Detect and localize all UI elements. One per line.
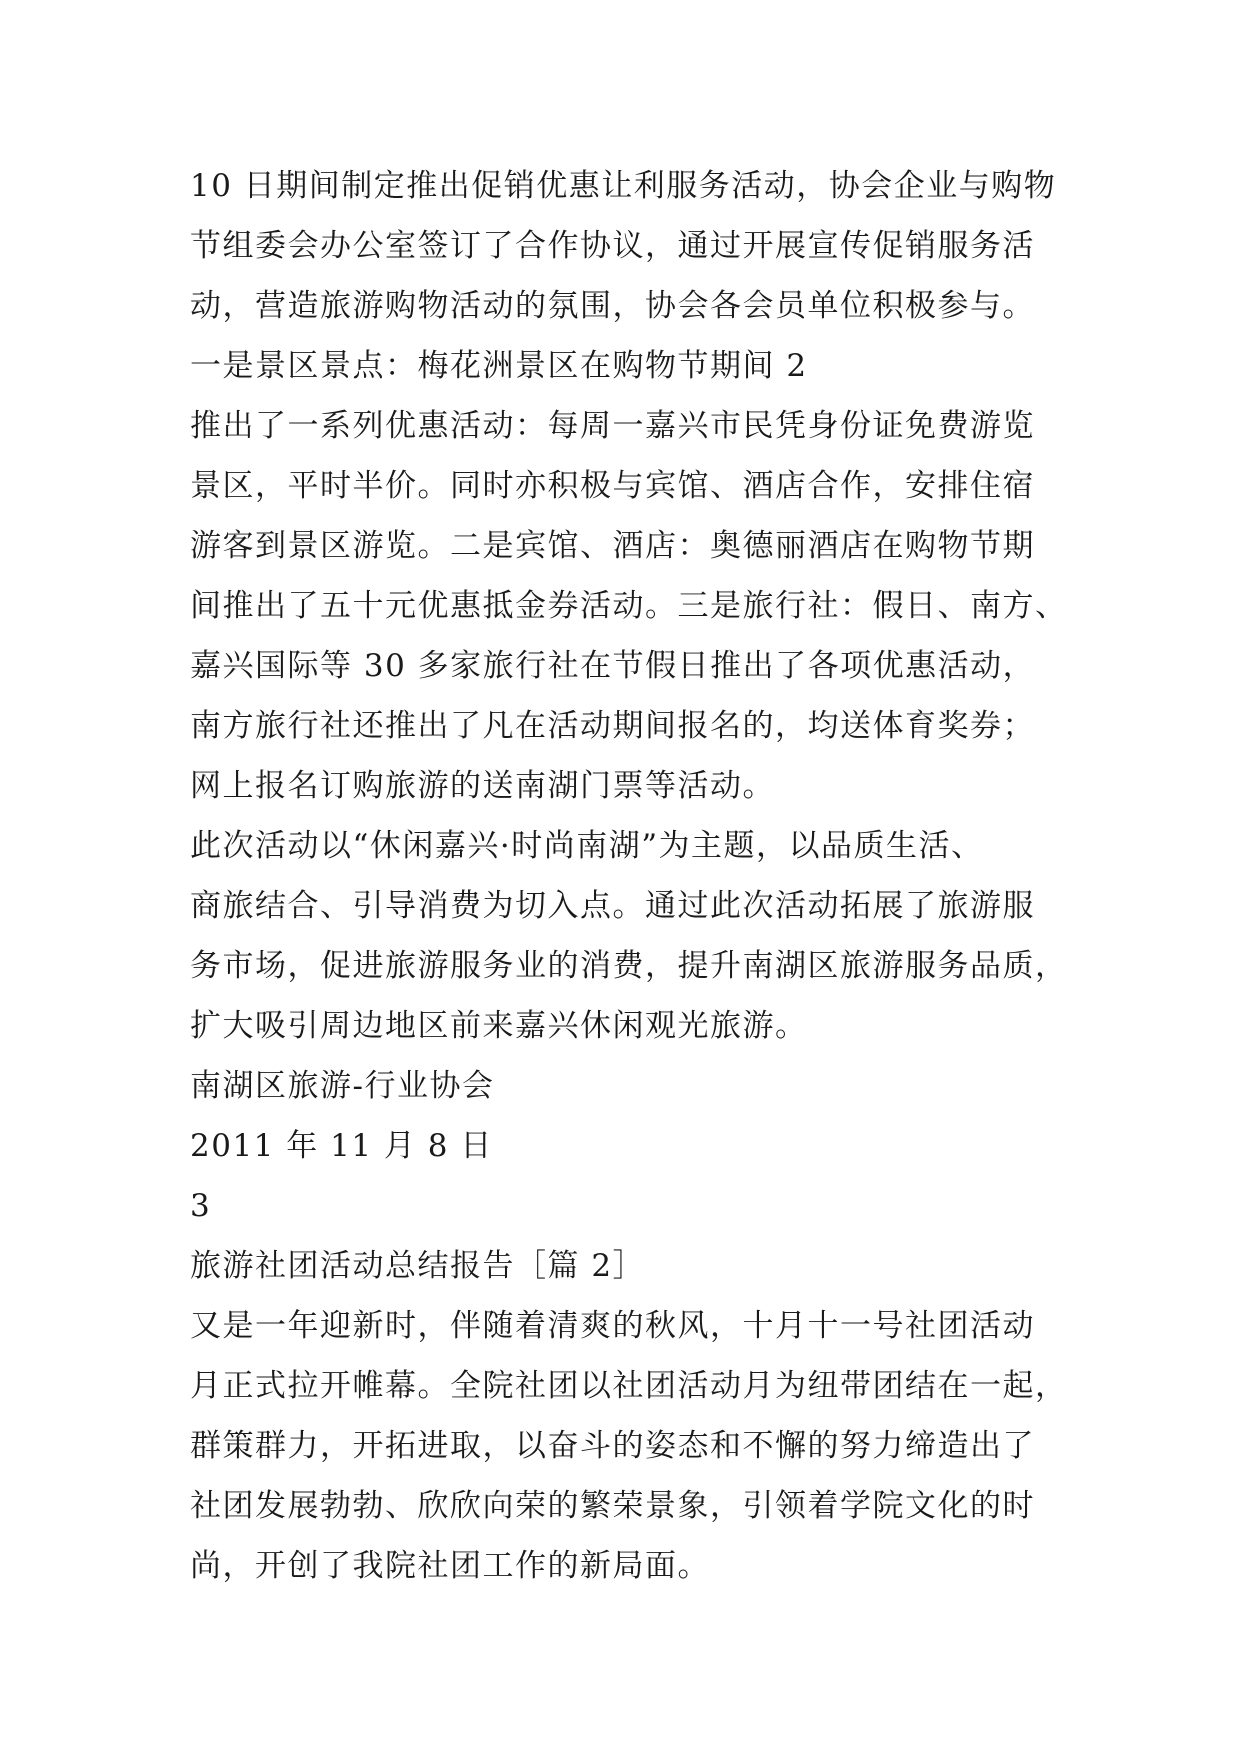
- paragraph-line: 嘉兴国际等 30 多家旅行社在节假日推出了各项优惠活动，: [190, 648, 1036, 684]
- paragraph-line: 间推出了五十元优惠抵金券活动。三是旅行社：假日、南方、: [190, 588, 1068, 624]
- paragraph-line: 月正式拉开帷幕。全院社团以社团活动月为纽带团结在一起，: [190, 1368, 1068, 1404]
- paragraph-line: 动，营造旅游购物活动的氛围，协会各会员单位积极参与。: [190, 288, 1035, 324]
- section-heading: 旅游社团活动总结报告［篇 2］: [190, 1248, 646, 1284]
- paragraph-line: 尚，开创了我院社团工作的新局面。: [190, 1548, 710, 1584]
- paragraph-line: 务市场，促进旅游服务业的消费，提升南湖区旅游服务品质，: [190, 948, 1068, 984]
- paragraph-line: 商旅结合、引导消费为切入点。通过此次活动拓展了旅游服: [190, 888, 1035, 924]
- paragraph-line: 节组委会办公室签订了合作协议，通过开展宣传促销服务活: [190, 228, 1035, 264]
- paragraph-line: 推出了一系列优惠活动：每周一嘉兴市民凭身份证免费游览: [190, 408, 1035, 444]
- paragraph-line: 此次活动以“休闲嘉兴·时尚南湖”为主题，以品质生活、: [190, 828, 984, 864]
- paragraph-line: 群策群力，开拓进取，以奋斗的姿态和不懈的努力缔造出了: [190, 1428, 1035, 1464]
- paragraph-line: 南方旅行社还推出了凡在活动期间报名的，均送体育奖券；: [190, 708, 1035, 744]
- paragraph-line: 10 日期间制定推出促销优惠让利服务活动，协会企业与购物: [190, 168, 1057, 204]
- paragraph-line: 又是一年迎新时，伴随着清爽的秋风，十月十一号社团活动: [190, 1308, 1035, 1344]
- signature-org: 南湖区旅游-行业协会: [190, 1068, 495, 1104]
- paragraph-line: 一是景区景点：梅花洲景区在购物节期间 2: [190, 348, 808, 384]
- paragraph-line: 游客到景区游览。二是宾馆、酒店：奥德丽酒店在购物节期: [190, 528, 1035, 564]
- paragraph-line: 社团发展勃勃、欣欣向荣的繁荣景象，引领着学院文化的时: [190, 1488, 1035, 1524]
- paragraph-line: 景区，平时半价。同时亦积极与宾馆、酒店合作，安排住宿: [190, 468, 1035, 504]
- page-number: 3: [190, 1188, 212, 1224]
- signature-date: 2011 年 11 月 8 日: [190, 1128, 493, 1164]
- paragraph-line: 扩大吸引周边地区前来嘉兴休闲观光旅游。: [190, 1008, 808, 1044]
- paragraph-line: 网上报名订购旅游的送南湖门票等活动。: [190, 768, 775, 804]
